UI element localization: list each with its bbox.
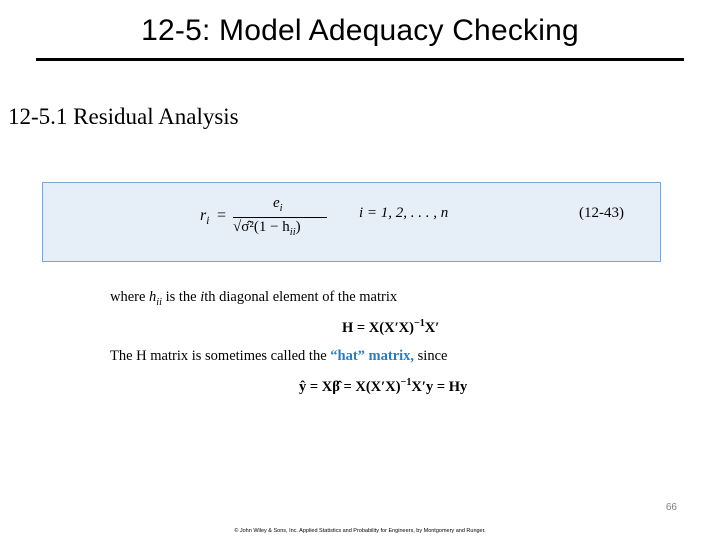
title-underline	[36, 58, 684, 61]
fitted-values-equation: ŷ = Xβ̂ = $X(X'X)^{-1}X'y = Hy$	[299, 377, 468, 395]
page-number: 66	[665, 502, 677, 513]
equation-index-range: i = 1, 2, . . . , n	[359, 205, 449, 221]
slide-title: 12-5: Model Adequacy Checking	[141, 14, 579, 47]
hat-matrix-sentence: The H matrix is sometimes called the “hat” matrix, since	[110, 348, 448, 364]
equation-fraction	[231, 191, 327, 251]
fraction-bar	[233, 217, 327, 218]
where-line: where $h_{ii}$ is the ith diagonal element of the matrix	[110, 289, 398, 308]
copyright-footer: © John Wiley & Sons, Inc. Applied Statistics and Probability for Engineers, by Montgomery and Runger.	[234, 528, 486, 534]
equation-number: (12-43)	[579, 205, 624, 221]
hat-matrix-term: “hat” matrix,	[330, 348, 415, 364]
fraction-denominator: √σ̂²(1 − $h_{ii}$)	[233, 219, 301, 238]
hat-matrix-definition: $H = X(X'X)^{-1}X'$	[342, 318, 440, 336]
section-heading: 12-5.1 Residual Analysis	[8, 104, 239, 129]
equation-lhs: $r_i$	[200, 207, 210, 228]
equation-box	[42, 182, 661, 262]
fraction-numerator: $e_i$	[273, 195, 283, 214]
equation-equals: =	[217, 207, 227, 224]
